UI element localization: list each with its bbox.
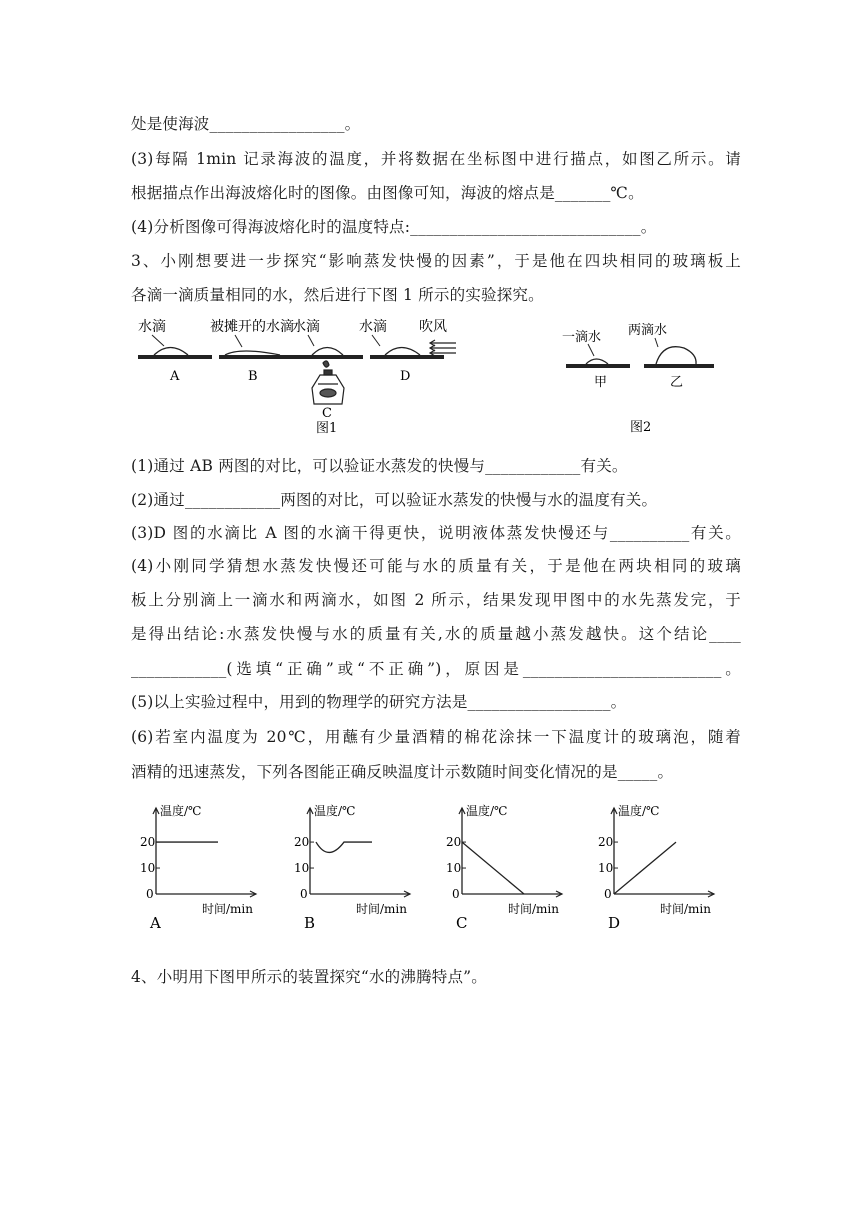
graph-B <box>282 798 427 938</box>
glass-plate-b <box>219 355 293 359</box>
water-drop-a <box>154 348 188 356</box>
text-line-13: ____________(选填“正确”或“不正确”)，原因是_________________________。 <box>131 660 741 678</box>
fig1-label-c: C <box>322 406 332 421</box>
x-axis-label: 时间/min <box>508 902 559 916</box>
y-tick-label: 10 <box>140 861 156 876</box>
y-tick-label: 0 <box>146 887 154 901</box>
series-line <box>614 842 676 894</box>
glass-plate-a <box>138 355 212 359</box>
water-drop-b-spread <box>225 351 280 355</box>
wind-arrows <box>430 340 456 356</box>
y-tick-label: 10 <box>446 861 462 876</box>
fig1-label-b-top: 被摊开的水滴 <box>210 319 294 335</box>
y-tick-label: 20 <box>140 835 156 850</box>
text-line-16: 酒精的迅速蒸发，下列各图能正确反映温度计示数随时间变化情况的是_____。 <box>131 763 674 781</box>
y-axis-label: 温度/℃ <box>466 804 508 818</box>
text-line-17: 4、小明用下图甲所示的装置探究“水的沸腾特点”。 <box>131 968 488 986</box>
text-line-15: (6)若室内温度为 20℃，用蘸有少量酒精的棉花涂抹一下温度计的玻璃泡，随着 <box>131 728 741 746</box>
fig2-label-two-drops: 两滴水 <box>628 323 668 338</box>
y-tick-label: 20 <box>294 835 310 850</box>
text-line-3: 根据描点作出海波熔化时的图像。由图像可知，海波的熔点是_______℃。 <box>131 184 644 202</box>
fig1-label-a-top: 水滴 <box>138 319 166 335</box>
text-line-14: (5)以上实验过程中，用到的物理学的研究方法是__________________。 <box>131 693 627 711</box>
x-axis-label: 时间/min <box>202 902 253 916</box>
water-drop-c <box>312 348 343 356</box>
y-axis-label: 温度/℃ <box>160 804 202 818</box>
glass-plate-d <box>370 355 444 359</box>
fig2-label-one-drop: 一滴水 <box>562 330 602 345</box>
water-drop-yi <box>656 347 696 364</box>
option-label-C: C <box>456 914 468 932</box>
water-drop-d <box>385 348 420 356</box>
series-line <box>316 842 372 852</box>
fig2-label-jia: 甲 <box>594 375 608 390</box>
text-line-7: (1)通过 AB 两图的对比，可以验证水蒸发的快慢与____________有关。 <box>131 457 628 475</box>
fig1-label-d-top: 水滴 <box>359 319 387 335</box>
fig1-label-d: D <box>400 369 411 384</box>
alcohol-lamp <box>312 361 344 404</box>
temperature-graph-options <box>128 798 728 938</box>
text-line-1: 处是使海波_________________。 <box>131 115 361 133</box>
y-tick-label: 20 <box>446 835 462 850</box>
x-axis-label: 时间/min <box>660 902 711 916</box>
fig1-label-wind: 吹风 <box>419 319 447 335</box>
text-line-2: (3)每隔 1min 记录海波的温度，并将数据在坐标图中进行描点，如图乙所示。请 <box>131 150 741 168</box>
text-line-11: 板上分别滴上一滴水和两滴水，如图 2 所示，结果发现甲图中的水先蒸发完，于 <box>131 591 741 609</box>
water-drop-jia <box>586 359 608 364</box>
figure-1-evaporation-setup <box>130 318 460 440</box>
y-tick-label: 10 <box>294 861 310 876</box>
graph-D <box>586 798 731 938</box>
text-line-4: (4)分析图像可得海波熔化时的温度特点:_____________________________。 <box>131 218 657 236</box>
option-label-A: A <box>150 914 161 932</box>
text-line-6: 各滴一滴质量相同的水，然后进行下图 1 所示的实验探究。 <box>131 286 544 304</box>
text-line-8: (2)通过____________两图的对比，可以验证水蒸发的快慢与水的温度有关。 <box>131 491 658 509</box>
x-axis-label: 时间/min <box>356 902 407 916</box>
glass-plate-jia <box>566 364 630 368</box>
graph-C <box>434 798 579 938</box>
y-axis-label: 温度/℃ <box>618 804 660 818</box>
fig1-label-a: A <box>170 369 180 384</box>
y-axis-label: 温度/℃ <box>314 804 356 818</box>
fig1-caption: 图1 <box>316 421 338 436</box>
text-line-12: 是得出结论:水蒸发快慢与水的质量有关,水的质量越小蒸发越快。这个结论____ <box>131 625 741 643</box>
fig1-label-b: B <box>248 369 258 384</box>
fig1-label-c-top: 水滴 <box>292 319 320 335</box>
fig2-label-yi: 乙 <box>670 375 684 390</box>
figure-2-drop-mass <box>560 320 720 438</box>
glass-plate-yi <box>644 364 714 368</box>
y-tick-label: 0 <box>604 887 612 901</box>
text-line-5: 3、小刚想要进一步探究“影响蒸发快慢的因素”，于是他在四块相同的玻璃板上 <box>131 252 741 270</box>
y-tick-label: 20 <box>598 835 614 850</box>
y-tick-label: 10 <box>598 861 614 876</box>
text-line-9: (3)D 图的水滴比 A 图的水滴干得更快，说明液体蒸发快慢还与__________有关。 <box>131 524 741 542</box>
series-line <box>462 842 524 894</box>
graph-A <box>128 798 273 938</box>
text-line-10: (4)小刚同学猜想水蒸发快慢还可能与水的质量有关，于是他在两块相同的玻璃 <box>131 557 741 575</box>
y-tick-label: 0 <box>452 887 460 901</box>
option-label-D: D <box>608 914 621 932</box>
fig2-caption: 图2 <box>630 420 652 435</box>
y-tick-label: 0 <box>300 887 308 901</box>
option-label-B: B <box>304 914 316 932</box>
glass-plate-c <box>293 355 363 359</box>
